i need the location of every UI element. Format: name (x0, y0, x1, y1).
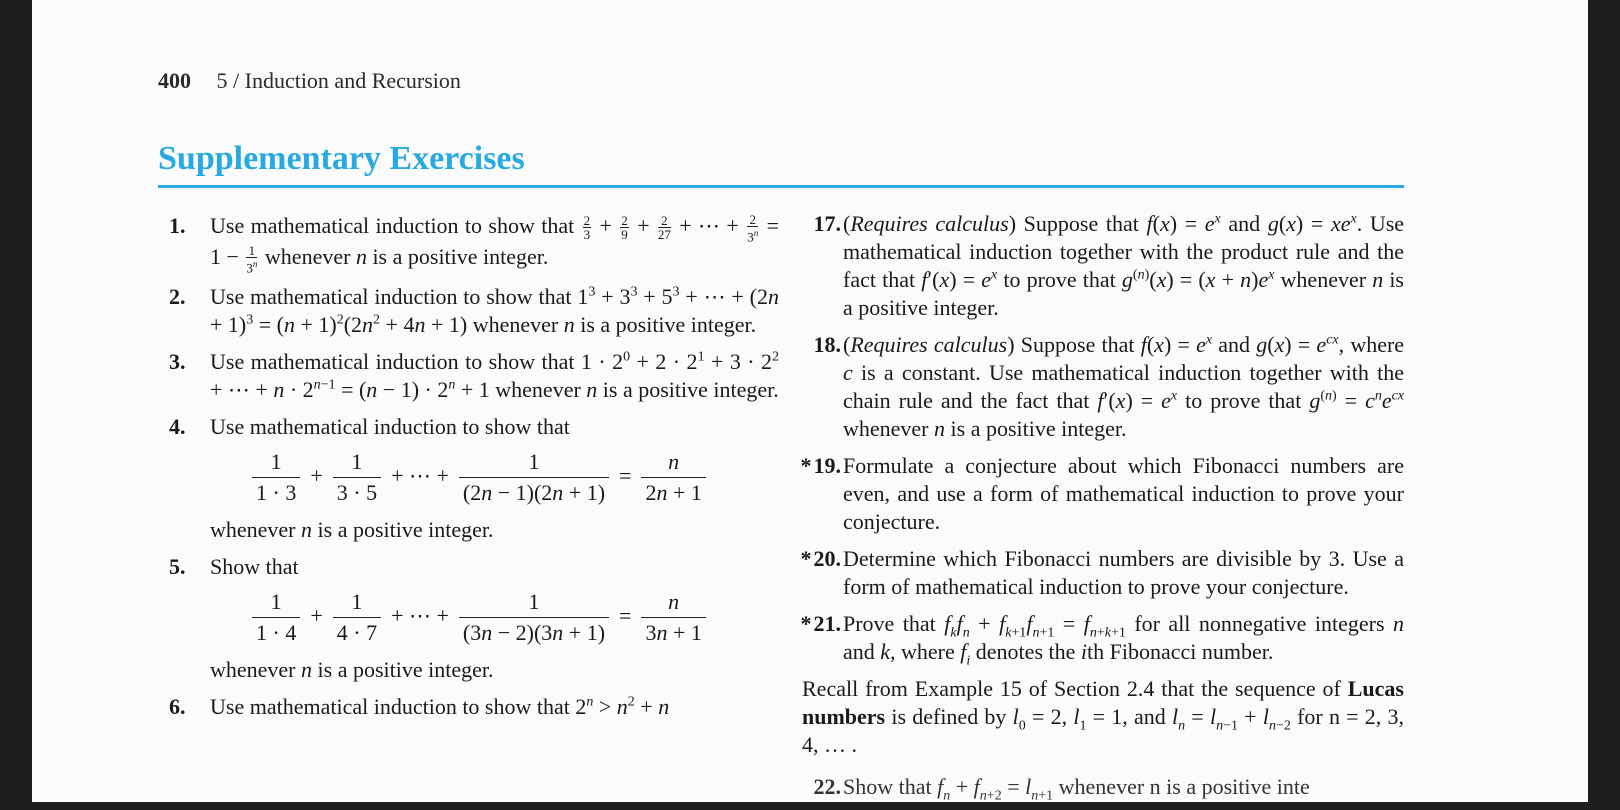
title-rule (158, 185, 1404, 188)
left-column (169, 212, 779, 730)
exercise-number: 4. (169, 414, 186, 440)
exercise-19: *19. Formulate a conjecture about which Fibonacci numbers are even, and use a form of mathematical induction to prove your conjecture. (802, 452, 1404, 536)
section-title: Supplementary Exercises (158, 140, 525, 177)
exercise-number: *20. (800, 546, 841, 571)
exercise-number: *19. (800, 453, 841, 478)
display-equation: $\frac{1}{1 \cdot 4}$ + $\frac{1}{4 \cdot 7}$ + ⋯ + $\frac{1}{(3n - 2)(3n + 1)}$ = $\frac{n}{3n + 1}$ (210, 589, 779, 646)
textbook-page (32, 0, 1588, 802)
exercise-17: 17. (Requires calculus) Suppose that $f(x) = e^x$ and $g(x) = xe^x$. Use mathematical induction together with the product rule and the fact that $f'(x) = e^x$ to prove that $g^{(n)}(x) = (x + n)e^x$ whenever n is a positive integer. (802, 210, 1404, 322)
exercise-2: 2. Use mathematical induction to show that $1^3 + 3^3 + 5^3$ + ⋯ + $(2n + 1)^3 = (n + 1)^2(2n^2 + 4n + 1)$ whenever n is a positive integer. (169, 284, 779, 338)
exercise-number: 18. (813, 332, 841, 357)
exercise-number: *21. (800, 611, 841, 636)
exercise-number: 6. (169, 694, 186, 720)
right-column (802, 210, 1404, 810)
exercise-20: *20. Determine which Fibonacci numbers are divisible by 3. Use a form of mathematical induction to prove your conjecture. (802, 545, 1404, 601)
exercise-number: 1. (169, 213, 186, 238)
exercise-6: 6. Use mathematical induction to show that $2^n > n^2 + n$ (169, 694, 670, 720)
running-header (158, 68, 461, 94)
exercise-22: 22. Show that $f_n + f_{n+2} = l_{n+1}$ whenever n is a positive inte (802, 773, 1404, 801)
display-equation: $\frac{1}{1 \cdot 3}$ + $\frac{1}{3 \cdot 5}$ + ⋯ + $\frac{1}{(2n - 1)(2n + 1)}$ = $\frac{n}{2n + 1}$ (210, 449, 779, 506)
exercise-4: 4. Use mathematical induction to show that $\frac{1}{1 \cdot 3}$ + $\frac{1}{3 \cdot 5}$ + ⋯ + $\frac{1}{(2n - 1)(2n + 1)}$ = $\frac{n}{2n + 1}$ whenever n is a positive integer. (169, 413, 779, 544)
exercise-3: 3. Use mathematical induction to show that $1 \cdot 2^0 + 2 \cdot 2^1 + 3 \cdot 2^2$ + ⋯ + $n \cdot 2^{n-1} = (n - 1) \cdot 2^n + 1$ whenever n is a positive integer. (169, 349, 780, 403)
exercise-number: 2. (169, 284, 186, 310)
exercise-number: 5. (169, 554, 186, 580)
page-number: 400 (158, 68, 191, 93)
exercise-1: 1. Use mathematical induction to show that $\frac{2}{3}$ + $\frac{2}{9}$ + $\frac{2}{27}$ + ⋯ + $\frac{2}{3^n}$ = 1 − $\frac{1}{3^n}$ whenever n is a positive integer. (169, 211, 779, 276)
exercise-text: Use mathematical induction to show that (210, 213, 575, 238)
exercise-number: 22. (813, 774, 841, 799)
lucas-numbers-paragraph: Recall from Example 15 of Section 2.4 that the sequence of Lucas numbers is defined by $l_0 = 2$, $l_1 = 1$, and $l_n = l_{n-1} + l_{n-2}$ for n = 2, 3, 4, … . (802, 676, 1404, 757)
exercise-number: 17. (813, 211, 841, 236)
exercise-5: 5. Show that $\frac{1}{1 \cdot 4}$ + $\frac{1}{4 \cdot 7}$ + ⋯ + $\frac{1}{(3n - 2)(3n + 1)}$ = $\frac{n}{3n + 1}$ whenever n is a positive integer. (169, 553, 779, 684)
chapter-title: 5 / Induction and Recursion (216, 68, 461, 93)
exercise-18: 18. (Requires calculus) Suppose that $f(x) = e^x$ and $g(x) = e^{cx}$, where c is a constant. Use mathematical induction together with the chain rule and the fact that $f'(x) = e^x$ to prove that $g^{(n)} = c^ne^{cx}$ whenever n is a positive integer. (802, 331, 1404, 443)
exercise-number: 3. (169, 349, 186, 375)
exercise-21: *21. Prove that $f_kf_n + f_{k+1}f_{n+1} = f_{n+k+1}$ for all nonnegative integers n and k, where $f_i$ denotes the ith Fibonacci number. (802, 610, 1404, 666)
